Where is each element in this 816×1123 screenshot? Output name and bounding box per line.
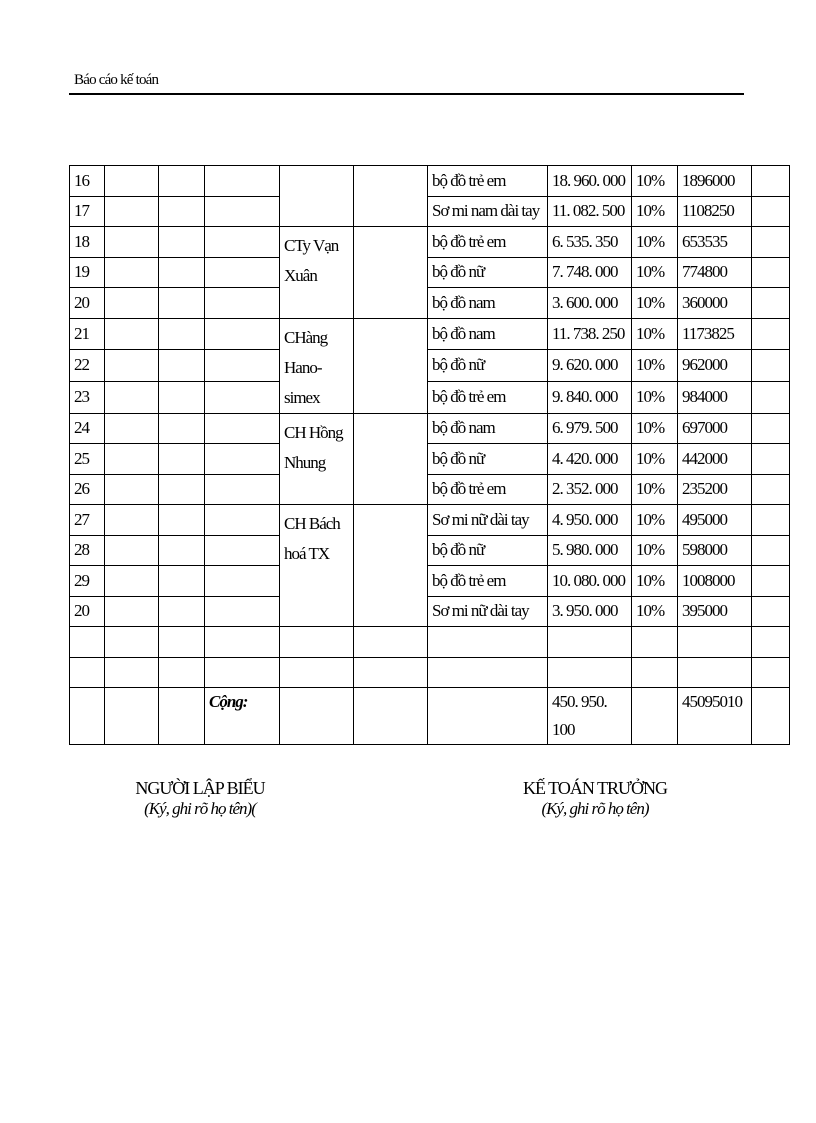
table-row	[70, 196, 790, 227]
product-name: Sơ mi nữ dài tay	[428, 505, 548, 536]
empty-cell	[105, 474, 159, 505]
empty-cell	[354, 688, 428, 745]
empty-cell	[159, 505, 205, 536]
amount: 18. 960. 000	[548, 166, 632, 197]
empty-cell	[70, 688, 105, 745]
empty-cell	[105, 196, 159, 227]
tax-rate: 10%	[632, 535, 678, 566]
tax-amount: 442000	[678, 444, 752, 475]
empty-cell	[159, 381, 205, 413]
empty-cell	[159, 196, 205, 227]
empty-cell	[428, 688, 548, 745]
empty-cell	[159, 318, 205, 350]
empty-cell	[205, 535, 280, 566]
tax-rate: 10%	[632, 505, 678, 536]
empty-cell	[632, 688, 678, 745]
customer-name: CHàng Hano-simex	[280, 318, 354, 413]
product-name: bộ đồ trẻ em	[428, 381, 548, 413]
amount: 7. 748. 000	[548, 257, 632, 288]
tax-rate: 10%	[632, 288, 678, 319]
table-row	[70, 257, 790, 288]
amount: 11. 738. 250	[548, 318, 632, 350]
tax-rate: 10%	[632, 413, 678, 444]
customer-name: CTy Vạn Xuân	[280, 227, 354, 319]
tax-amount: 495000	[678, 505, 752, 536]
table-row	[70, 444, 790, 475]
empty-cell	[105, 350, 159, 382]
empty-cell	[205, 413, 280, 444]
tax-amount: 774800	[678, 257, 752, 288]
preparer-note: (Ký, ghi rõ họ tên)(	[144, 799, 256, 818]
product-name: bộ đồ nữ	[428, 535, 548, 566]
empty-cell	[632, 627, 678, 658]
empty-cell	[105, 566, 159, 597]
total-amount: 450. 950. 100	[548, 688, 632, 745]
empty-cell	[428, 657, 548, 688]
table-row	[70, 350, 790, 382]
product-name: Sơ mi nam dài tay	[428, 196, 548, 227]
row-number: 20	[70, 288, 105, 319]
empty-cell	[280, 657, 354, 688]
amount: 3. 600. 000	[548, 288, 632, 319]
empty-cell	[205, 166, 280, 197]
empty-cell	[105, 288, 159, 319]
empty-cell	[105, 627, 159, 658]
product-name: bộ đồ trẻ em	[428, 227, 548, 258]
product-name: bộ đồ nam	[428, 413, 548, 444]
empty-cell	[70, 627, 105, 658]
tax-amount: 653535	[678, 227, 752, 258]
tax-rate: 10%	[632, 196, 678, 227]
empty-cell	[205, 288, 280, 319]
table-row	[70, 413, 790, 444]
row-number: 25	[70, 444, 105, 475]
amount: 9. 840. 000	[548, 381, 632, 413]
empty-cell	[752, 413, 790, 444]
empty-row	[70, 657, 790, 688]
row-number: 29	[70, 566, 105, 597]
empty-cell	[752, 505, 790, 536]
empty-cell	[752, 657, 790, 688]
table-row	[70, 227, 790, 258]
empty-cell	[205, 444, 280, 475]
empty-cell	[354, 505, 428, 627]
customer-name: CH Hồng Nhung	[280, 413, 354, 505]
empty-cell	[105, 257, 159, 288]
empty-cell	[354, 318, 428, 413]
row-number: 23	[70, 381, 105, 413]
empty-cell	[205, 196, 280, 227]
empty-cell	[159, 688, 205, 745]
tax-rate: 10%	[632, 257, 678, 288]
table-row	[70, 474, 790, 505]
tax-rate: 10%	[632, 444, 678, 475]
empty-cell	[205, 627, 280, 658]
empty-cell	[354, 166, 428, 227]
empty-cell	[159, 657, 205, 688]
empty-cell	[548, 657, 632, 688]
tax-rate: 10%	[632, 566, 678, 597]
tax-amount: 962000	[678, 350, 752, 382]
empty-cell	[354, 227, 428, 319]
row-number: 18	[70, 227, 105, 258]
empty-cell	[159, 444, 205, 475]
empty-cell	[205, 657, 280, 688]
empty-cell	[752, 444, 790, 475]
tax-rate: 10%	[632, 166, 678, 197]
empty-cell	[105, 688, 159, 745]
table-row	[70, 535, 790, 566]
empty-cell	[205, 257, 280, 288]
empty-cell	[752, 627, 790, 658]
amount: 4. 420. 000	[548, 444, 632, 475]
tax-rate: 10%	[632, 227, 678, 258]
table-row	[70, 166, 790, 197]
empty-cell	[678, 657, 752, 688]
table-row	[70, 566, 790, 597]
empty-cell	[159, 566, 205, 597]
tax-amount: 1108250	[678, 196, 752, 227]
empty-cell	[678, 627, 752, 658]
amount: 11. 082. 500	[548, 196, 632, 227]
total-tax: 45095010	[678, 688, 752, 745]
preparer-signature	[110, 778, 290, 819]
empty-cell	[752, 196, 790, 227]
table-row	[70, 505, 790, 536]
product-name: bộ đồ trẻ em	[428, 474, 548, 505]
chief-accountant-note: (Ký, ghi rõ họ tên)	[541, 799, 649, 818]
row-number: 17	[70, 196, 105, 227]
total-row	[70, 688, 790, 745]
empty-cell	[105, 381, 159, 413]
amount: 6. 979. 500	[548, 413, 632, 444]
table-row	[70, 596, 790, 627]
empty-cell	[159, 535, 205, 566]
empty-cell	[159, 413, 205, 444]
empty-cell	[752, 596, 790, 627]
empty-cell	[159, 350, 205, 382]
empty-cell	[428, 627, 548, 658]
chief-accountant-signature	[505, 778, 685, 819]
page-header: Báo cáo kế toán	[74, 72, 159, 88]
tax-amount: 1896000	[678, 166, 752, 197]
empty-cell	[752, 688, 790, 745]
empty-cell	[70, 657, 105, 688]
empty-cell	[354, 657, 428, 688]
product-name: bộ đồ nữ	[428, 444, 548, 475]
empty-cell	[205, 318, 280, 350]
tax-rate: 10%	[632, 381, 678, 413]
empty-cell	[205, 227, 280, 258]
product-name: bộ đồ trẻ em	[428, 166, 548, 197]
amount: 6. 535. 350	[548, 227, 632, 258]
total-label: Cộng:	[205, 688, 280, 745]
tax-rate: 10%	[632, 350, 678, 382]
product-name: Sơ mi nữ dài tay	[428, 596, 548, 627]
empty-cell	[752, 318, 790, 350]
empty-cell	[105, 505, 159, 536]
tax-amount: 1173825	[678, 318, 752, 350]
amount: 2. 352. 000	[548, 474, 632, 505]
empty-cell	[159, 166, 205, 197]
row-number: 22	[70, 350, 105, 382]
empty-cell	[105, 657, 159, 688]
empty-cell	[105, 444, 159, 475]
empty-cell	[280, 627, 354, 658]
amount: 4. 950. 000	[548, 505, 632, 536]
empty-cell	[159, 257, 205, 288]
empty-cell	[159, 627, 205, 658]
empty-cell	[159, 227, 205, 258]
empty-cell	[105, 596, 159, 627]
tax-amount: 360000	[678, 288, 752, 319]
empty-cell	[752, 566, 790, 597]
tax-amount: 984000	[678, 381, 752, 413]
amount: 5. 980. 000	[548, 535, 632, 566]
table-row	[70, 318, 790, 350]
empty-cell	[752, 535, 790, 566]
row-number: 24	[70, 413, 105, 444]
product-name: bộ đồ nam	[428, 318, 548, 350]
empty-cell	[752, 350, 790, 382]
tax-rate: 10%	[632, 596, 678, 627]
row-number: 20	[70, 596, 105, 627]
tax-rate: 10%	[632, 318, 678, 350]
amount: 9. 620. 000	[548, 350, 632, 382]
empty-cell	[205, 596, 280, 627]
amount: 10. 080. 000	[548, 566, 632, 597]
table-row	[70, 381, 790, 413]
empty-cell	[752, 288, 790, 319]
row-number: 16	[70, 166, 105, 197]
empty-cell	[205, 350, 280, 382]
empty-row	[70, 627, 790, 658]
empty-cell	[752, 381, 790, 413]
empty-cell	[752, 166, 790, 197]
empty-cell	[105, 535, 159, 566]
empty-cell	[354, 627, 428, 658]
empty-cell	[548, 627, 632, 658]
accounting-table	[69, 165, 790, 745]
empty-cell	[105, 227, 159, 258]
empty-cell	[205, 381, 280, 413]
empty-cell	[105, 318, 159, 350]
empty-cell	[105, 413, 159, 444]
empty-cell	[752, 257, 790, 288]
product-name: bộ đồ nữ	[428, 257, 548, 288]
row-number: 26	[70, 474, 105, 505]
table-row	[70, 288, 790, 319]
empty-cell	[632, 657, 678, 688]
empty-cell	[205, 566, 280, 597]
empty-cell	[280, 688, 354, 745]
customer-name	[280, 166, 354, 227]
empty-cell	[159, 474, 205, 505]
row-number: 21	[70, 318, 105, 350]
product-name: bộ đồ nữ	[428, 350, 548, 382]
empty-cell	[105, 166, 159, 197]
tax-rate: 10%	[632, 474, 678, 505]
tax-amount: 1008000	[678, 566, 752, 597]
tax-amount: 395000	[678, 596, 752, 627]
row-number: 19	[70, 257, 105, 288]
customer-name: CH Bách hoá TX	[280, 505, 354, 627]
product-name: bộ đồ trẻ em	[428, 566, 548, 597]
tax-amount: 697000	[678, 413, 752, 444]
empty-cell	[159, 288, 205, 319]
empty-cell	[205, 474, 280, 505]
empty-cell	[159, 596, 205, 627]
amount: 3. 950. 000	[548, 596, 632, 627]
empty-cell	[354, 413, 428, 505]
header-divider	[69, 93, 744, 95]
row-number: 27	[70, 505, 105, 536]
product-name: bộ đồ nam	[428, 288, 548, 319]
row-number: 28	[70, 535, 105, 566]
tax-amount: 235200	[678, 474, 752, 505]
chief-accountant-title: KẾ TOÁN TRƯỞNG	[523, 778, 667, 798]
preparer-title: NGƯỜI LẬP BIỂU	[135, 778, 265, 798]
empty-cell	[205, 505, 280, 536]
empty-cell	[752, 227, 790, 258]
tax-amount: 598000	[678, 535, 752, 566]
empty-cell	[752, 474, 790, 505]
